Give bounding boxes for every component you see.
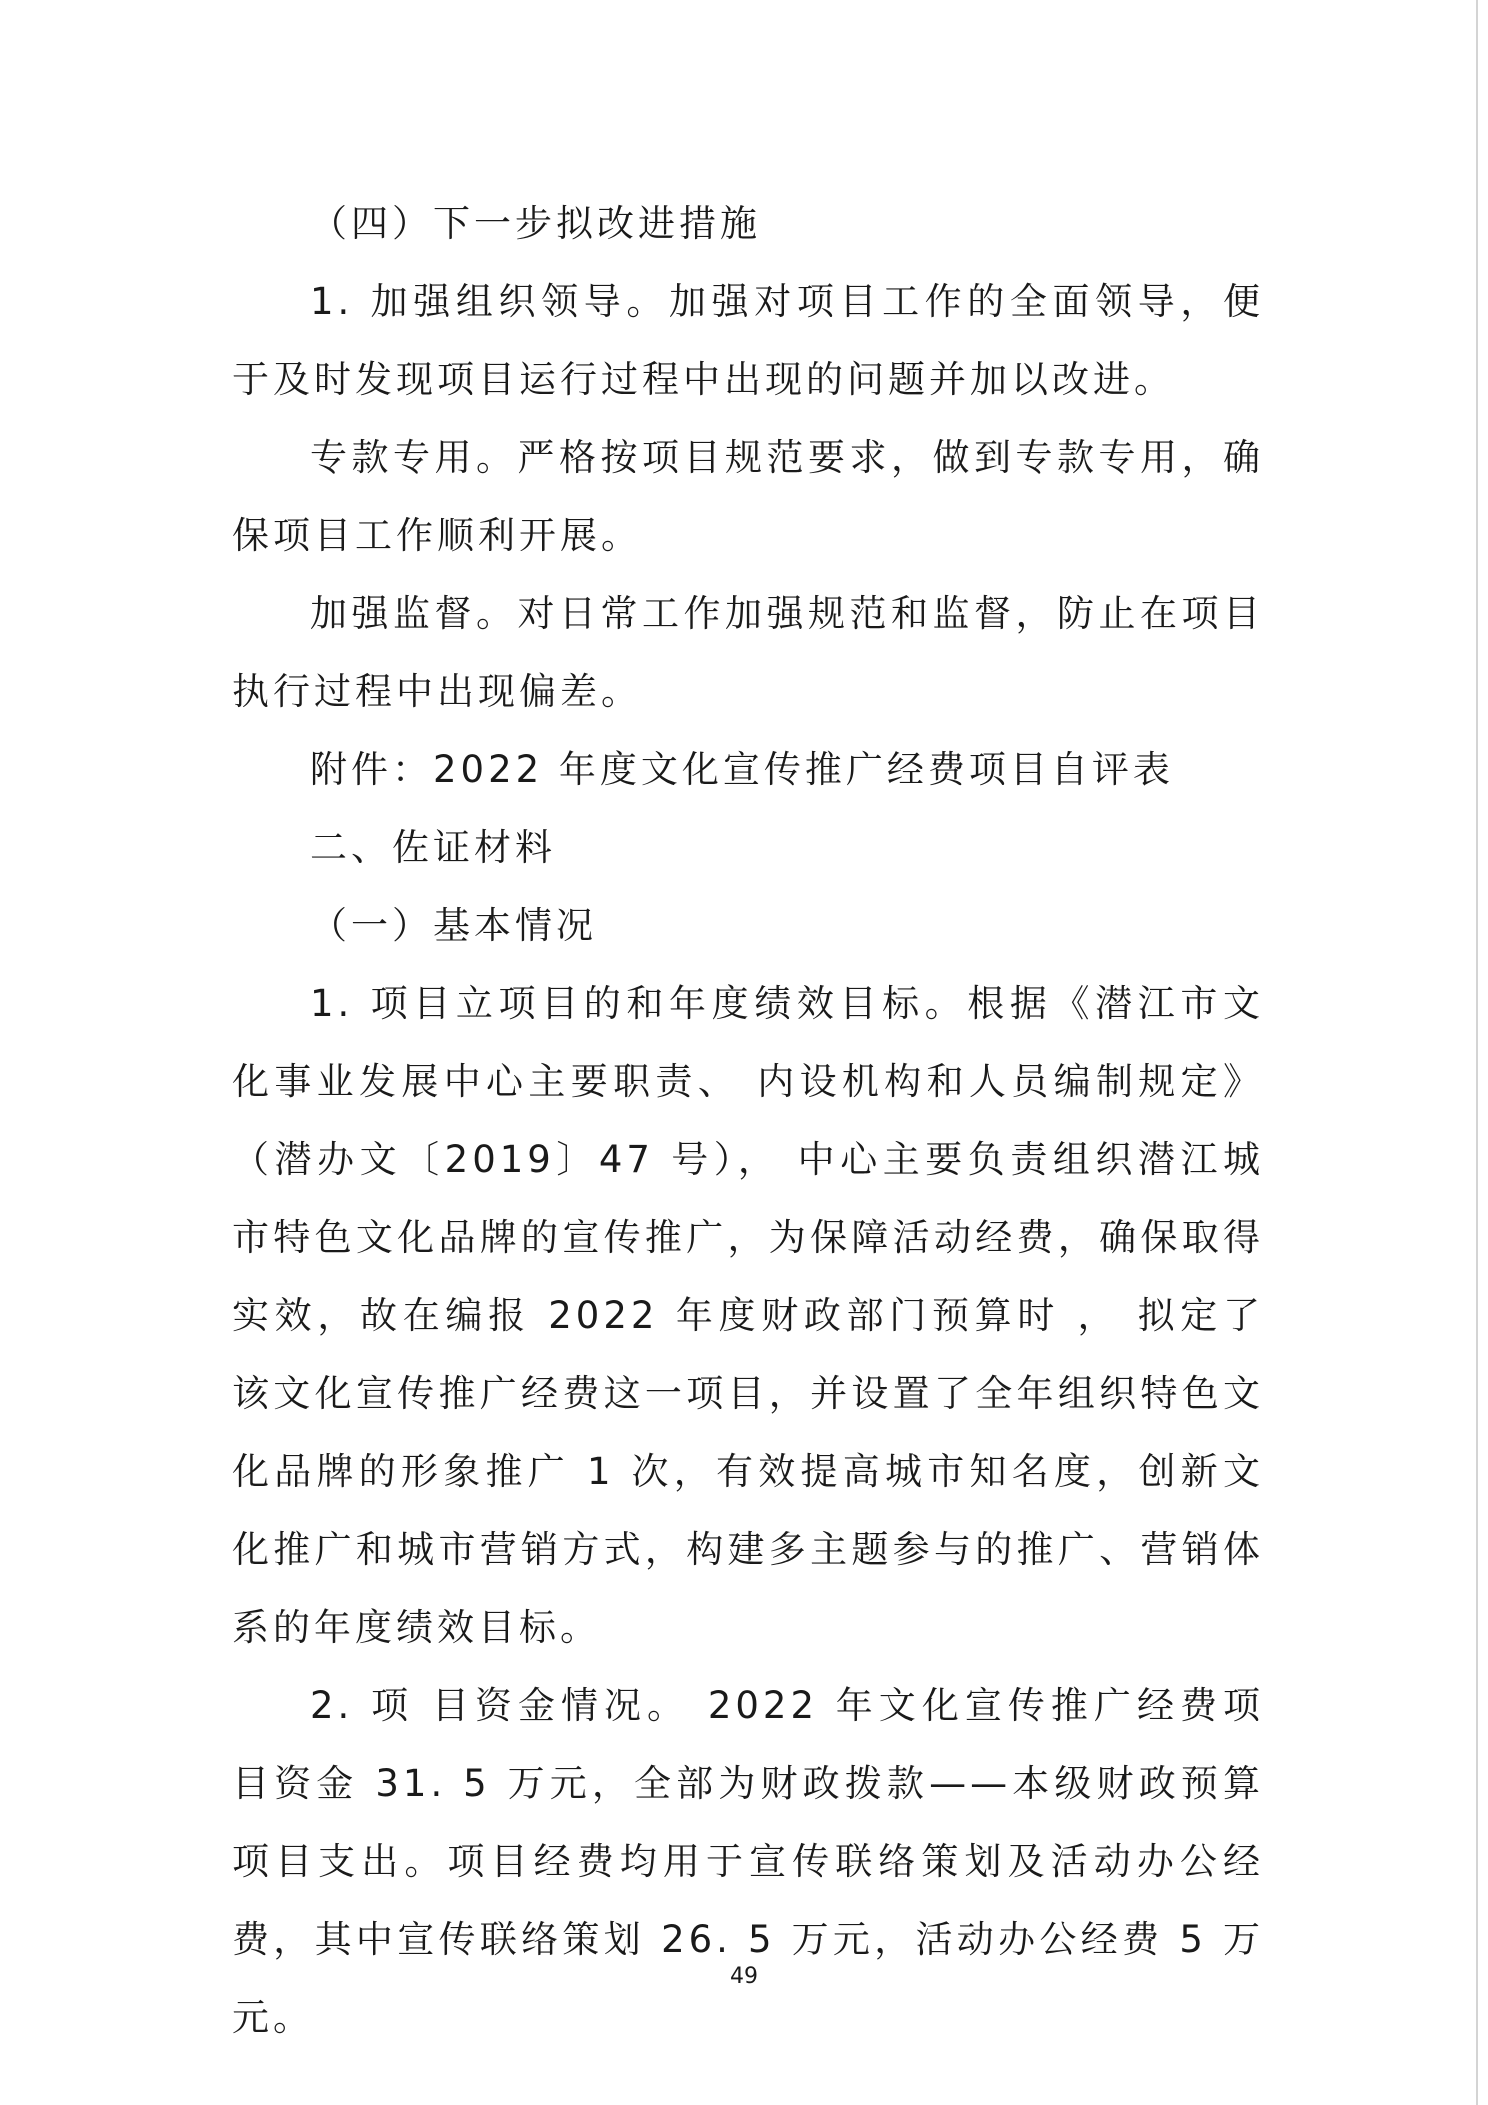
page-edge-line [1476, 0, 1478, 2105]
heading-basic-situation: （一）基本情况 [310, 904, 597, 947]
page-number: 49 [730, 1964, 758, 1989]
document-body [232, 185, 1264, 2057]
paragraph-strengthen-supervision: 加强监督。对日常工作加强规范和监督，防止在项目执行过程中出现偏差。 [232, 592, 1264, 713]
heading-supporting-materials: 二、佐证材料 [310, 826, 556, 869]
heading-improvement-measures: （四）下一步拟改进措施 [310, 202, 761, 245]
paragraph-project-funds: 2. 项 目资金情况。 2022 年文化宣传推广经费项目资金 31. 5 万元，全部为财政拨款——本级财政预算项目支出。项目经费均用于宣传联络策划及活动办公经费，其中宣传联络策划 26. 5 万元，活动办公经费 5 万元。 [232, 1684, 1264, 2039]
paragraph-strengthen-leadership: 1. 加强组织领导。加强对项目工作的全面领导，便于及时发现项目运行过程中出现的问题并加以改进。 [232, 280, 1264, 401]
paragraph-dedicated-funds: 专款专用。严格按项目规范要求，做到专款专用，确保项目工作顺利开展。 [232, 436, 1264, 557]
attachment-line: 附件：2022 年度文化宣传推广经费项目自评表 [310, 748, 1174, 791]
paragraph-project-goals: 1. 项目立项目的和年度绩效目标。根据《潜江市文化事业发展中心主要职责、 内设机构和人员编制规定》（潜办文〔2019〕47 号）， 中心主要负责组织潜江城市特色文化品牌的宣传推广，为保障活动经费，确保取得实效，故在编报 2022 年度财政部门预算时 ， 拟定了该文化宣传推广经费这一项目，并设置了全年组织特色文化品牌的形象推广 1 次，有效提高城市知名度，创新文化推广和城市营销方式，构建多主题参与的推广、营销体系的年度绩效目标。 [232, 982, 1264, 1649]
